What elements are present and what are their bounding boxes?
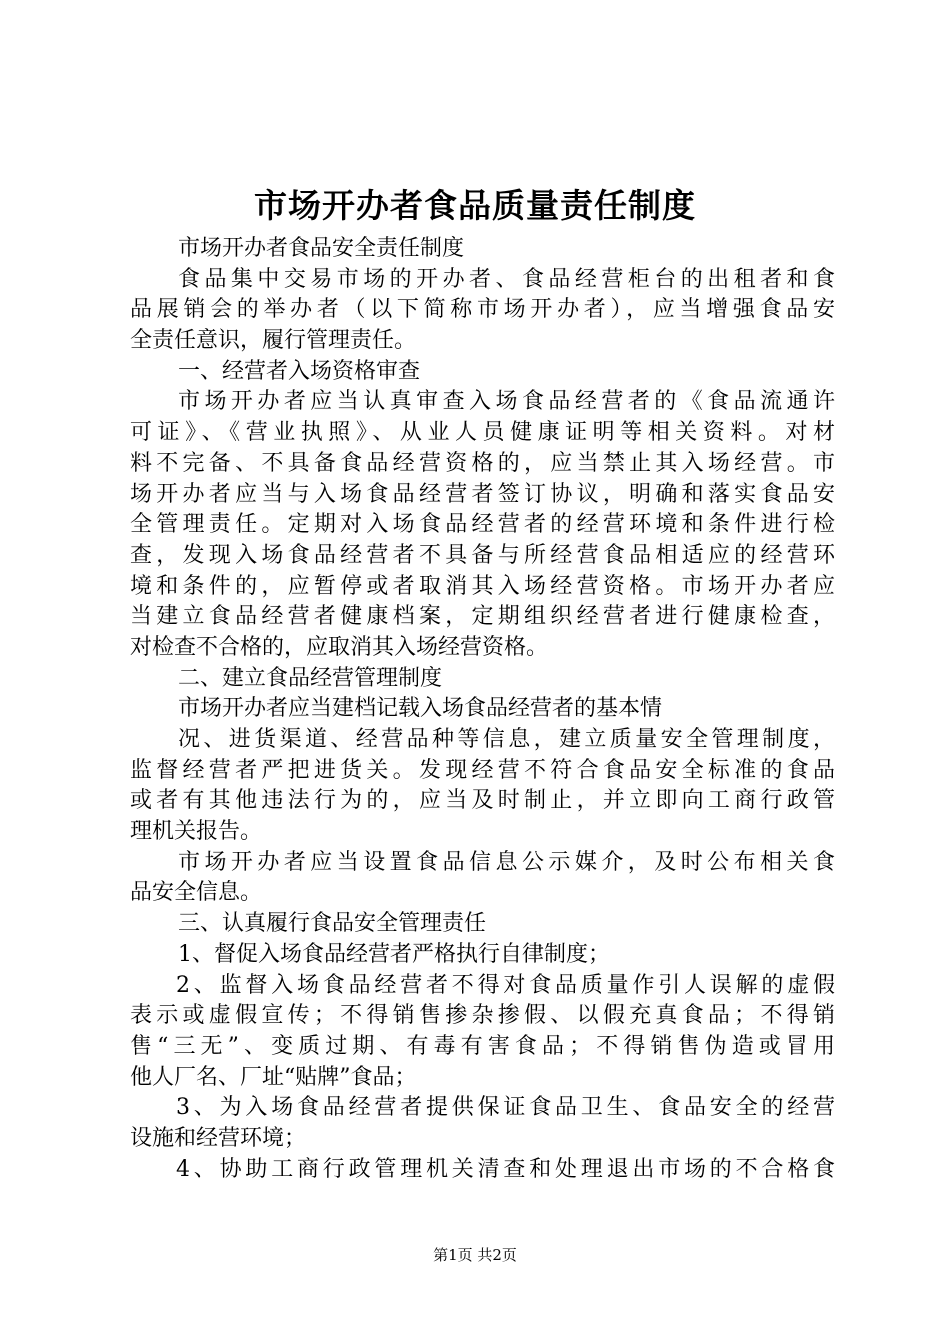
paragraph-line: 市场开办者应当认真审查入场食品经营者的《食品流通许 — [178, 389, 835, 415]
paragraph-line: 品展销会的举办者（以下简称市场开办者），应当增强食品安 — [130, 297, 835, 323]
paragraph-line: 境和条件的，应暂停或者取消其入场经营资格。市场开办者应 — [130, 573, 835, 599]
document-body — [130, 234, 835, 1185]
list-item: 3、为入场食品经营者提供保证食品卫生、食品安全的经营 — [176, 1095, 835, 1121]
paragraph-line: 可证》、《营业执照》、从业人员健康证明等相关资料。对材 — [130, 420, 835, 446]
paragraph-line: 对检查不合格的，应取消其入场经营资格。 — [130, 634, 549, 660]
paragraph-line: 当建立食品经营者健康档案，定期组织经营者进行健康检查， — [130, 604, 835, 630]
paragraph-line: 设施和经营环境； — [130, 1125, 307, 1151]
paragraph-line: 售“三无”、变质过期、有毒有害食品；不得销售伪造或冒用 — [130, 1033, 835, 1059]
paragraph-line: 料不完备、不具备食品经营资格的，应当禁止其入场经营。市 — [130, 450, 835, 476]
list-item: 1、督促入场食品经营者严格执行自律制度； — [178, 941, 610, 967]
list-item: 4、协助工商行政管理机关清查和处理退出市场的不合格食 — [176, 1156, 835, 1182]
section-heading: 二、建立食品经营管理制度 — [178, 665, 443, 691]
paragraph-line: 表示或虚假宣传；不得销售掺杂掺假、以假充真食品；不得销 — [130, 1003, 835, 1029]
paragraph-line: 或者有其他违法行为的，应当及时制止，并立即向工商行政管 — [130, 788, 835, 814]
paragraph-line: 查，发现入场食品经营者不具备与所经营食品相适应的经营环 — [130, 542, 835, 568]
section-heading: 三、认真履行食品安全管理责任 — [178, 911, 487, 937]
paragraph-line: 他人厂名、厂址“贴牌”食品； — [130, 1064, 417, 1090]
paragraph-line: 市场开办者应当建档记载入场食品经营者的基本情 — [178, 696, 663, 722]
paragraph-line: 监督经营者严把进货关。发现经营不符合食品安全标准的食品 — [130, 757, 835, 783]
document-title: 市场开办者食品质量责任制度 — [254, 186, 696, 225]
paragraph-line: 全管理责任。定期对入场食品经营者的经营环境和条件进行检 — [130, 512, 835, 538]
paragraph-line: 场开办者应当与入场食品经营者签订协议，明确和落实食品安 — [130, 481, 835, 507]
list-item: 2、监督入场食品经营者不得对食品质量作引人误解的虚假 — [176, 972, 835, 998]
paragraph-line: 全责任意识，履行管理责任。 — [130, 328, 417, 354]
paragraph-line: 市场开办者应当设置食品信息公示媒介，及时公布相关食 — [178, 849, 835, 875]
paragraph-line: 品安全信息。 — [130, 880, 263, 906]
section-heading: 一、经营者入场资格审查 — [178, 358, 421, 384]
paragraph-line: 食品集中交易市场的开办者、食品经营柜台的出租者和食 — [178, 266, 835, 292]
page-footer: 第1页 共2页 — [433, 1246, 517, 1264]
paragraph-line: 理机关报告。 — [130, 819, 263, 845]
paragraph-line: 况、进货渠道、经营品种等信息，建立质量安全管理制度， — [178, 727, 835, 752]
subtitle-line: 市场开办者食品安全责任制度 — [178, 236, 465, 261]
